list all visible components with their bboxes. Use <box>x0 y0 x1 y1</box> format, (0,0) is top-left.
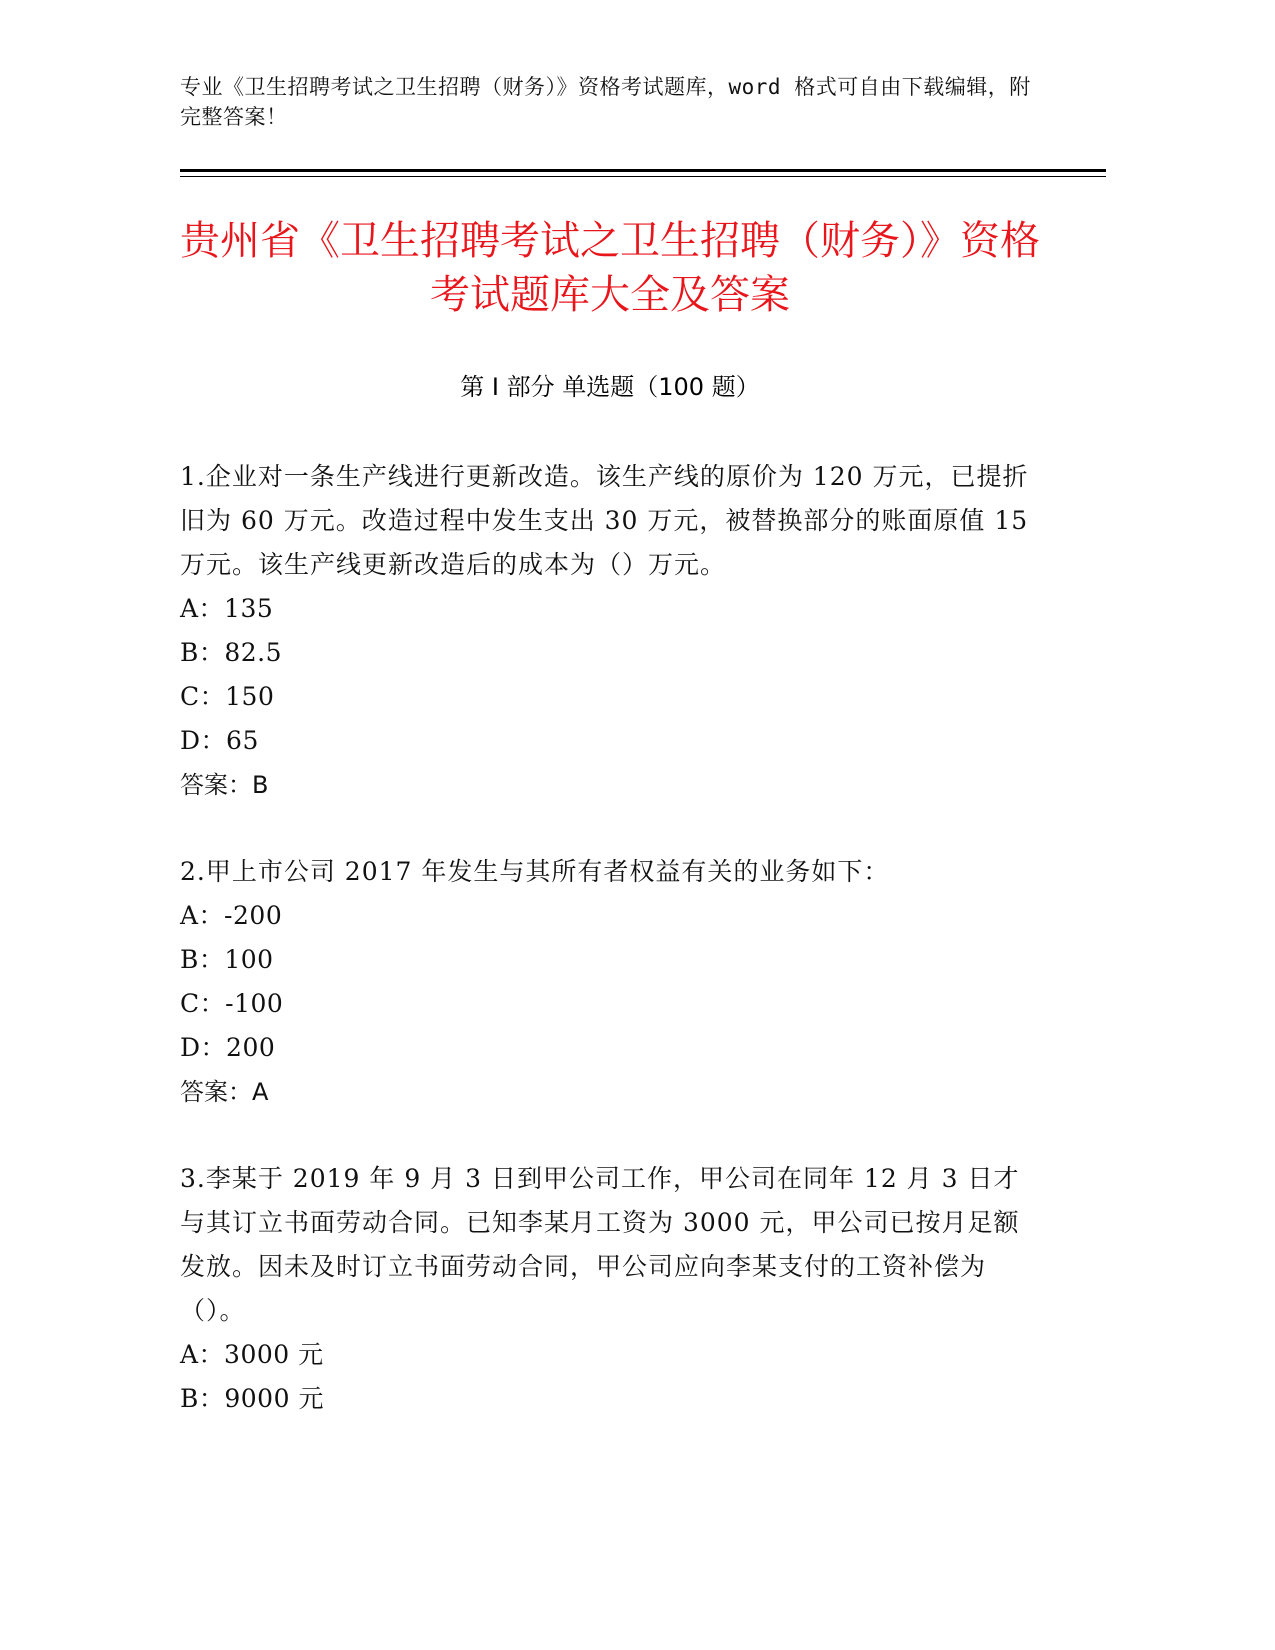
question-stem: 3.李某于 2019 年 9 月 3 日到甲公司工作，甲公司在同年 12 月 3 日才与其订立书面劳动合同。已知李某月工资为 3000 元，甲公司已按月足额发放。因未及时订立书面劳动合同，甲公司应向李某支付的工资补偿为（）。 <box>180 1164 1020 1325</box>
document-title: 贵州省《卫生招聘考试之卫生招聘（财务）》资格考试题库大全及答案 <box>180 218 1040 318</box>
option-d: D：65 <box>180 726 259 755</box>
option-b: B：100 <box>180 945 274 974</box>
option-c: C：-100 <box>180 989 284 1018</box>
question-2 <box>180 850 1030 1114</box>
section-heading: 第 I 部分 单选题（100 题） <box>460 373 760 401</box>
header-divider-thin <box>180 176 1106 177</box>
question-stem: 1.企业对一条生产线进行更新改造。该生产线的原价为 120 万元，已提折旧为 60 万元。改造过程中发生支出 30 万元，被替换部分的账面原值 15 万元。该生产线更新改造后的成本为（）万元。 <box>180 462 1029 579</box>
option-a: A：135 <box>180 594 274 623</box>
answer-line: 答案：A <box>180 1078 269 1106</box>
option-d: D：200 <box>180 1033 276 1062</box>
question-3 <box>180 1157 1030 1421</box>
option-a: A：-200 <box>180 901 283 930</box>
option-b: B：82.5 <box>180 638 283 667</box>
option-a: A：3000 元 <box>180 1340 324 1369</box>
option-c: C：150 <box>180 682 275 711</box>
header-note: 专业《卫生招聘考试之卫生招聘（财务）》资格考试题库，word 格式可自由下载编辑，附完整答案！ <box>180 75 1031 129</box>
question-stem: 2.甲上市公司 2017 年发生与其所有者权益有关的业务如下： <box>180 857 890 886</box>
answer-line: 答案：B <box>180 771 269 799</box>
question-1 <box>180 455 1030 807</box>
option-b: B：9000 元 <box>180 1384 324 1413</box>
header-divider-thick <box>180 169 1106 172</box>
question-list <box>180 455 1030 1464</box>
